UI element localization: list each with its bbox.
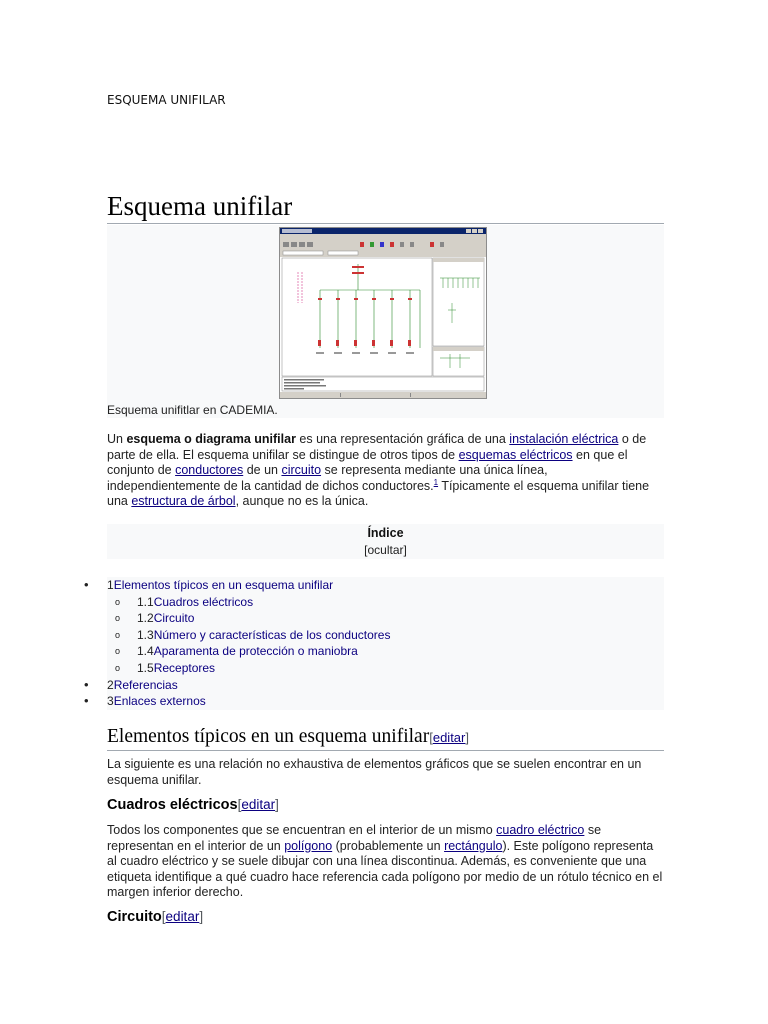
toc-item[interactable]: • 1Elementos típicos en un esquema unifilar xyxy=(0,577,664,594)
cad-screenshot-image[interactable] xyxy=(279,227,487,399)
edit-section-control xyxy=(162,909,203,924)
link-instalacion-electrica[interactable]: instalación eléctrica xyxy=(509,432,619,446)
subsection-heading-text: Cuadros eléctricos xyxy=(107,797,238,813)
toc-link[interactable]: Aparamenta de protección o maniobra xyxy=(153,644,358,659)
link-poligono[interactable]: polígono xyxy=(284,838,333,853)
figure xyxy=(107,225,664,418)
toc-link[interactable]: Referencias xyxy=(113,677,178,692)
toc-number: 1.1 xyxy=(137,594,154,609)
toc-link[interactable]: Cuadros eléctricos xyxy=(153,594,254,609)
toc-number: 1.3 xyxy=(137,627,154,642)
intro-text: Un xyxy=(107,432,127,446)
edit-section-link[interactable]: editar xyxy=(165,909,200,924)
edit-bracket: [ xyxy=(237,797,242,812)
edit-bracket: [ xyxy=(161,909,166,924)
edit-section-control xyxy=(238,797,279,812)
section-heading-text: Elementos típicos en un esquema unifilar xyxy=(107,726,430,747)
toc-header xyxy=(107,524,664,559)
figure-caption: Esquema unifitlar en CADEMIA. xyxy=(107,403,278,417)
toc-item[interactable]: o 1.5Receptores xyxy=(0,660,664,677)
edit-section-link[interactable]: editar xyxy=(241,797,276,812)
toc-link[interactable]: Circuito xyxy=(153,611,195,626)
toc-list xyxy=(0,577,664,710)
cuadros-paragraph xyxy=(107,823,664,901)
reference-link[interactable]: 1 xyxy=(433,477,439,487)
toc-item[interactable]: o 1.1Cuadros eléctricos xyxy=(0,594,664,611)
subsection-heading-text: Circuito xyxy=(107,909,162,925)
intro-text: o de parte de ella. El esquema unifilar se distingue de otros tipos de xyxy=(107,432,647,462)
toc-number: 1.5 xyxy=(137,660,154,675)
intro-text: se representa mediante una única línea, independientemente de la cantidad de dichos conductores. xyxy=(107,463,548,493)
link-rectangulo[interactable]: rectángulo xyxy=(444,838,503,853)
toc-number: 1.4 xyxy=(137,644,154,659)
intro-text: , aunque no es la única. xyxy=(235,494,369,509)
toc-link[interactable]: Enlaces externos xyxy=(113,694,206,709)
document-title: ESQUEMA UNIFILAR xyxy=(107,93,226,107)
paragraph-text: Todos los componentes que se encuentran en el interior de un mismo xyxy=(107,823,497,837)
subsection-heading-circuito xyxy=(107,907,203,927)
toc-link[interactable]: Número y características de los conductores xyxy=(153,627,391,642)
link-cuadro-electrico[interactable]: cuadro eléctrico xyxy=(496,823,585,837)
intro-text: en que el conjunto de xyxy=(107,447,628,478)
link-conductores[interactable]: conductores xyxy=(175,463,244,478)
intro-text: de un xyxy=(243,463,282,478)
toc-link[interactable]: Elementos típicos en un esquema unifilar xyxy=(113,578,334,592)
toc-item[interactable]: • 2Referencias xyxy=(0,677,664,694)
toc-number: 2 xyxy=(107,677,114,692)
toc-link[interactable]: Receptores xyxy=(153,660,216,675)
toc-item[interactable]: o 1.4Aparamenta de protección o maniobra xyxy=(0,643,664,660)
paragraph-text: ). Este polígono representa al cuadro eléctrico y se suele dibujar con una línea discontinua. Además, es conveniente que una etiqueta identifique a qué cuadro hace referencia cada polígono por medio de un rótulo técnico en el margen inferior derecho. xyxy=(107,838,663,900)
edit-section-link[interactable]: editar xyxy=(432,730,466,745)
intro-bold-term: esquema o diagrama unifilar xyxy=(126,432,296,446)
toc-item[interactable]: o 1.3Número y características de los conductores xyxy=(0,627,664,644)
toc-hide-toggle[interactable]: [ocultar] xyxy=(364,543,407,557)
toc-item[interactable]: • 3Enlaces externos xyxy=(0,693,664,710)
edit-bracket: ] xyxy=(275,797,279,812)
section-paragraph: La siguiente es una relación no exhaustiva de elementos gráficos que se suelen encontrar en un esquema unifilar. xyxy=(107,757,642,787)
link-circuito[interactable]: circuito xyxy=(281,463,322,478)
edit-section-control xyxy=(429,730,469,745)
toc-title: Índice xyxy=(367,526,404,540)
link-esquemas-electricos[interactable]: esquemas eléctricos xyxy=(458,447,573,462)
article-heading: Esquema unifilar xyxy=(107,190,664,224)
toc-number: 1.2 xyxy=(137,611,154,626)
link-estructura-de-arbol[interactable]: estructura de árbol xyxy=(131,494,236,509)
intro-text: es una representación gráfica de una xyxy=(295,432,510,446)
intro-text: Típicamente el esquema unifilar tiene una xyxy=(107,478,650,509)
section-heading xyxy=(107,724,664,751)
toc-item[interactable]: o 1.2Circuito xyxy=(0,610,664,627)
paragraph-text: (probablemente un xyxy=(332,838,445,853)
intro-paragraph xyxy=(107,432,664,510)
edit-bracket: ] xyxy=(199,909,204,924)
toc-number: 3 xyxy=(107,694,114,709)
edit-bracket: ] xyxy=(465,730,469,745)
edit-bracket: [ xyxy=(429,730,433,745)
toc-number: 1 xyxy=(107,578,114,592)
subsection-heading-cuadros xyxy=(107,795,279,815)
paragraph-text: se representan en el interior de un xyxy=(107,823,602,853)
